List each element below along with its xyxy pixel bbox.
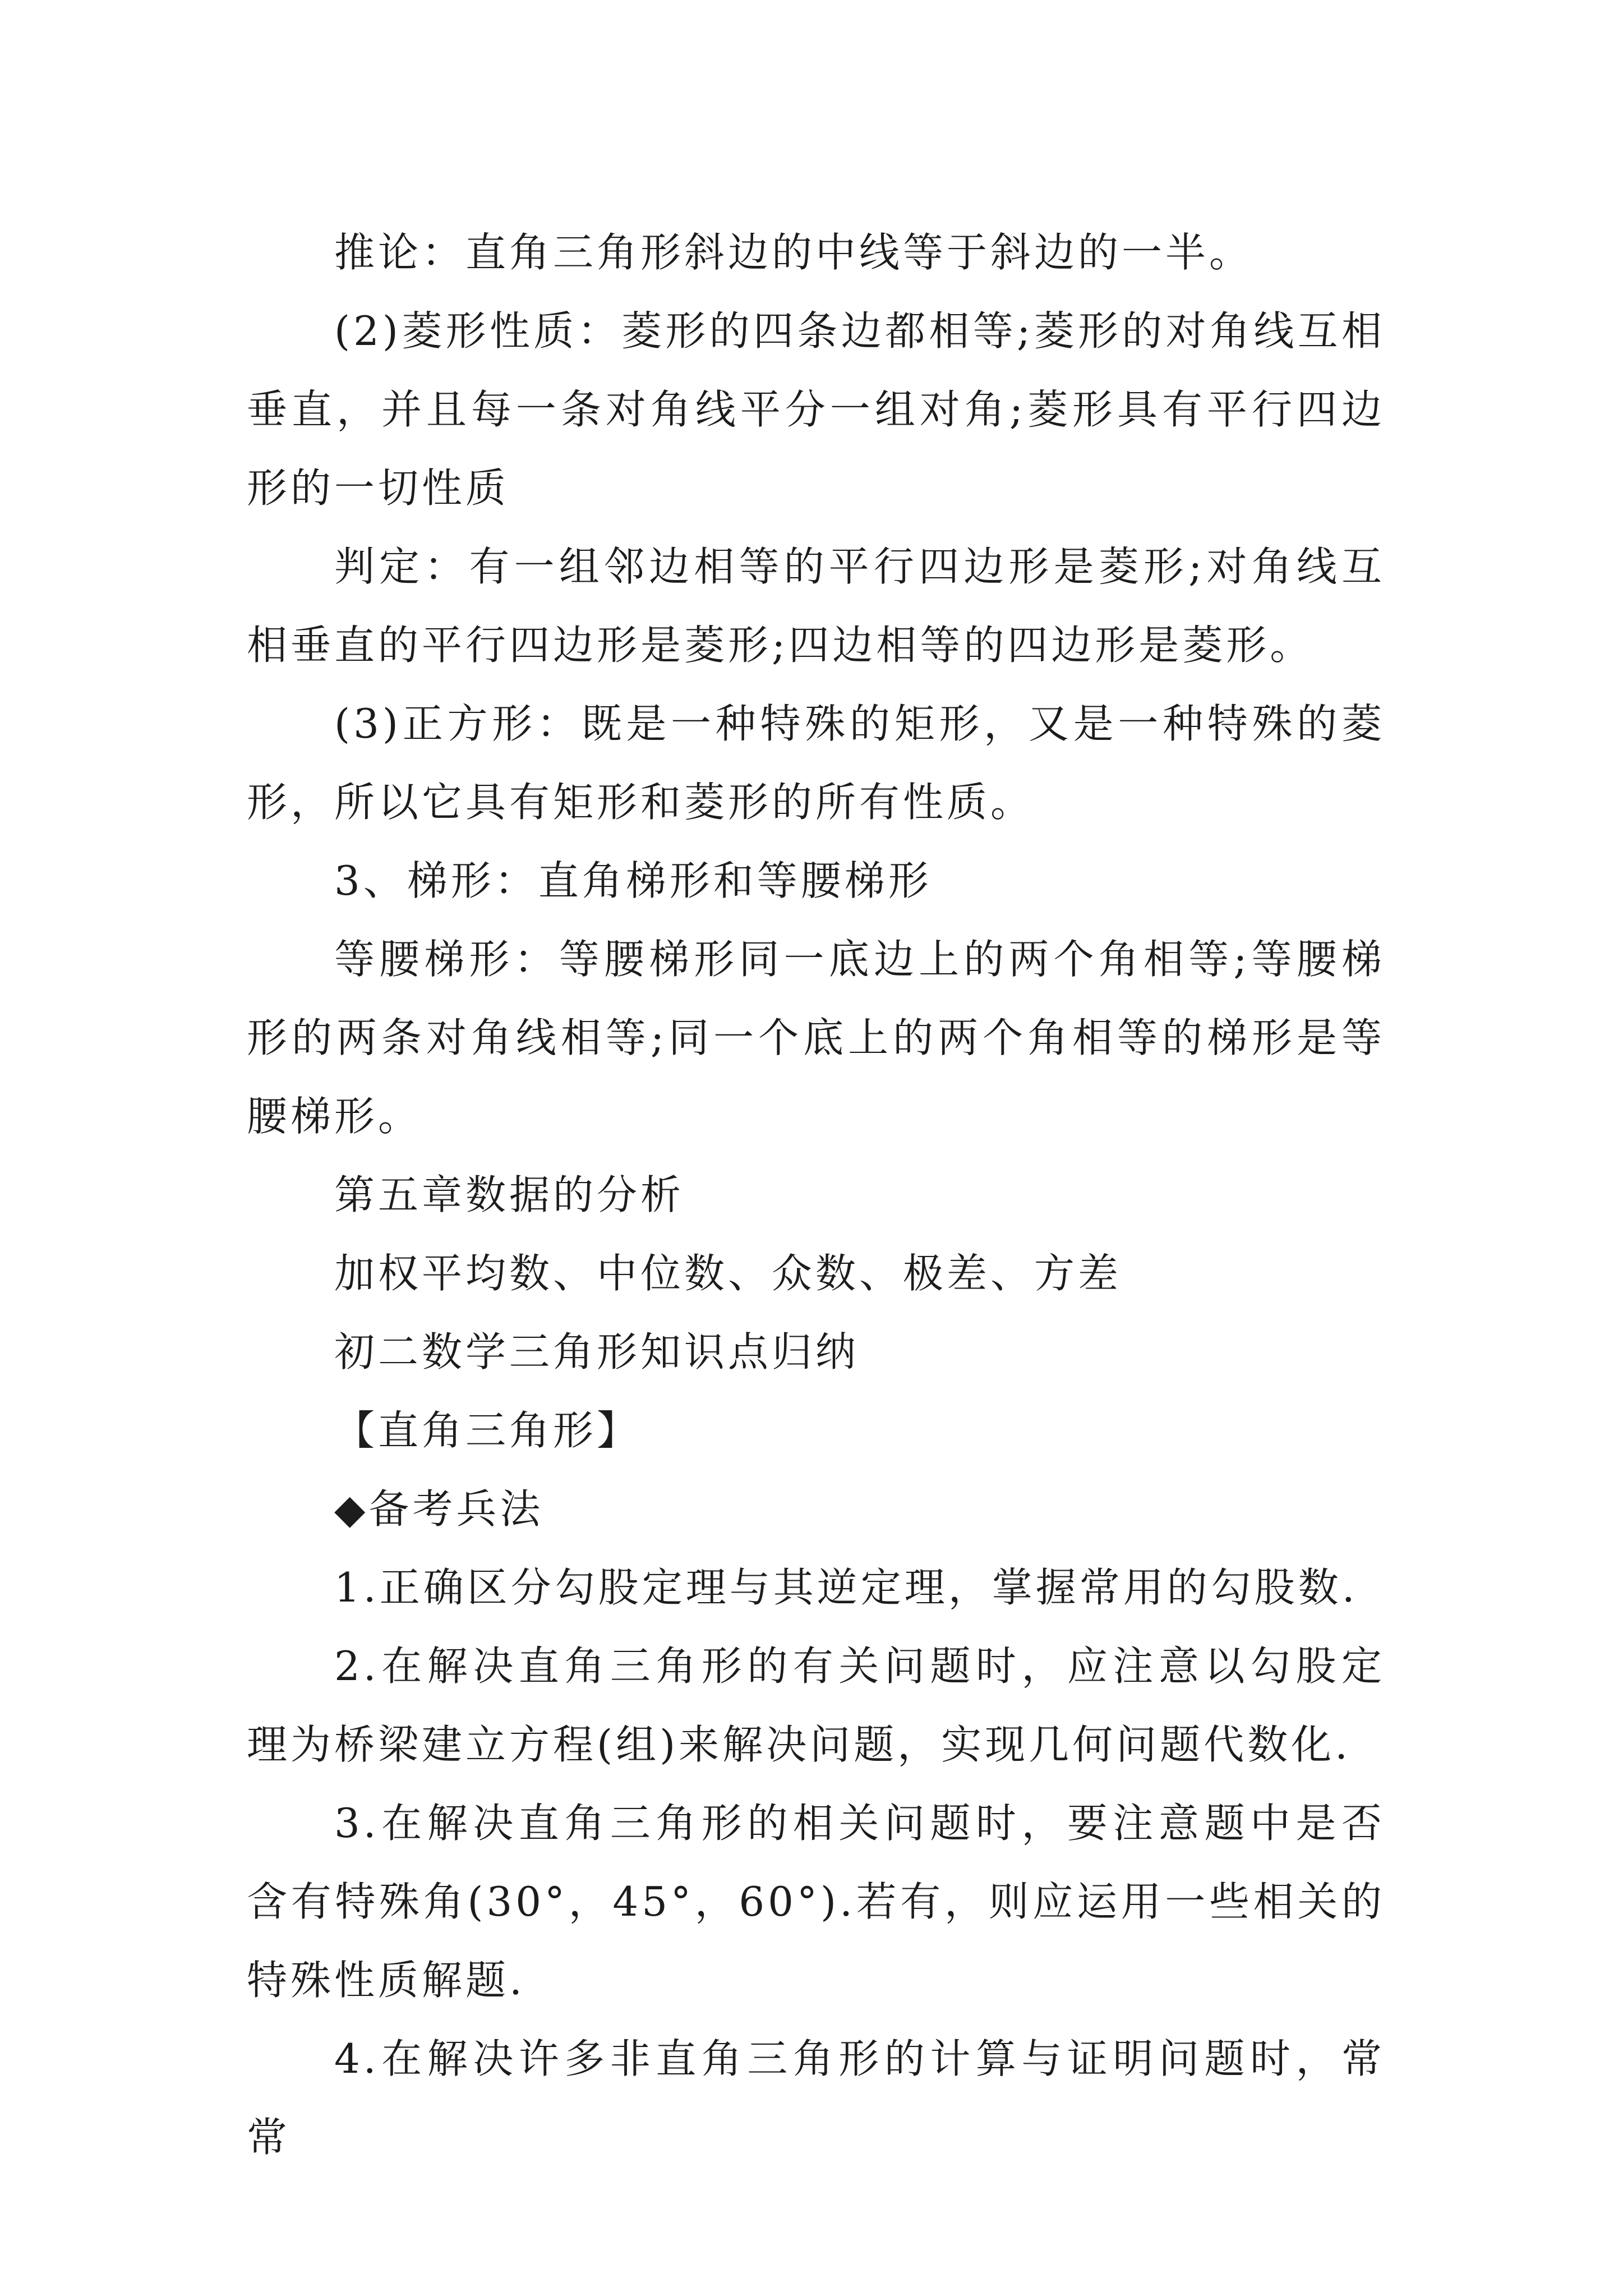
chapter-heading: 第五章数据的分析 bbox=[334, 1171, 685, 1218]
tip-item-1: 1.正确区分勾股定理与其逆定理，掌握常用的勾股数. bbox=[334, 1564, 1358, 1611]
paragraph-square: (3)正方形：既是一种特殊的矩形，又是一种特殊的菱形，所以它具有矩形和菱形的所有性质。 bbox=[247, 700, 1385, 826]
tip-item-3: 3.在解决直角三角形的相关问题时，要注意题中是否含有特殊角(30°，45°，60°).若有，则应运用一些相关的特殊性质解题. bbox=[247, 1800, 1385, 2004]
paragraph-rhombus-criteria: 判定：有一组邻边相等的平行四边形是菱形;对角线互相垂直的平行四边形是菱形;四边相等的四边形是菱形。 bbox=[247, 543, 1385, 669]
tip-item-2: 2.在解决直角三角形的有关问题时，应注意以勾股定理为桥梁建立方程(组)来解决问题，实现几何问题代数化. bbox=[247, 1642, 1385, 1768]
section-title: 初二数学三角形知识点归纳 bbox=[334, 1328, 860, 1375]
paragraph-rhombus-properties: (2)菱形性质：菱形的四条边都相等;菱形的对角线互相垂直，并且每一条对角线平分一组对角;菱形具有平行四边形的一切性质 bbox=[247, 307, 1385, 512]
document-body bbox=[247, 213, 1385, 2177]
tip-item-4: 4.在解决许多非直角三角形的计算与证明问题时，常常 bbox=[247, 2035, 1385, 2161]
paragraph-isosceles-trapezoid: 等腰梯形：等腰梯形同一底边上的两个角相等;等腰梯形的两条对角线相等;同一个底上的两个角相等的梯形是等腰梯形。 bbox=[247, 936, 1385, 1140]
paragraph-corollary: 推论：直角三角形斜边的中线等于斜边的一半。 bbox=[334, 229, 1253, 276]
subsection-title: 【直角三角形】 bbox=[334, 1407, 641, 1454]
paragraph-statistics-terms: 加权平均数、中位数、众数、极差、方差 bbox=[334, 1250, 1122, 1297]
tips-heading: ◆备考兵法 bbox=[334, 1485, 544, 1533]
paragraph-trapezoid: 3、梯形：直角梯形和等腰梯形 bbox=[334, 857, 932, 904]
